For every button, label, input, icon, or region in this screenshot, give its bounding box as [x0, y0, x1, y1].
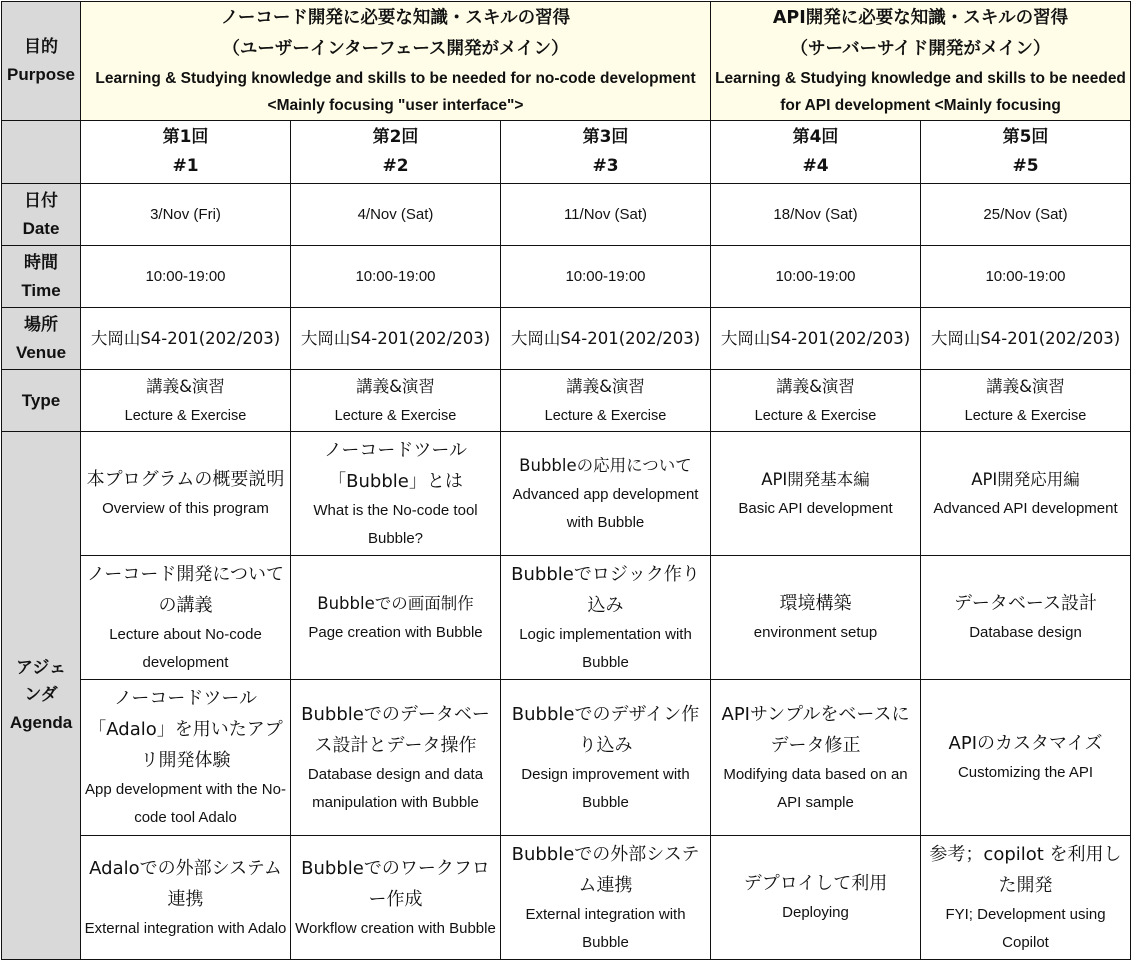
agenda-cell: APIのカスタマイズ Customizing the API [921, 680, 1131, 836]
session-2-time: 10:00-19:00 [291, 246, 501, 308]
type-header [2, 370, 81, 432]
session-3-date: 11/Nov (Sat) [501, 184, 711, 246]
agenda-row [2, 556, 1131, 680]
agenda-cell: Bubbleでの画面制作 Page creation with Bubble [291, 556, 501, 680]
date-label-ja: 日付 [24, 190, 58, 211]
purpose-api-ja-2: （サーバーサイド開発がメイン） [790, 39, 1051, 59]
session-3-venue: 大岡山S4-201(202/203) [501, 308, 711, 370]
agenda-cell: 環境構築 environment setup [711, 556, 921, 680]
purpose-api-ja-1: API開発に必要な知識・スキルの習得 [772, 8, 1069, 28]
session-4-time: 10:00-19:00 [711, 246, 921, 308]
session-4-number: 第4回 #4 [711, 121, 921, 184]
purpose-no-code-ja-2: （ユーザーインターフェース開発がメイン） [222, 39, 569, 59]
agenda-cell: ノーコードツール「Bubble」とは What is the No-code tool Bubble? [291, 432, 501, 556]
date-label-en: Date [22, 218, 60, 238]
session-number-row [2, 121, 1131, 184]
purpose-row [2, 2, 1131, 121]
agenda-cell: ノーコード開発についての講義 Lecture about No-code development [81, 556, 291, 680]
type-label-en: Type [21, 391, 61, 410]
session-3-number: 第3回 #3 [501, 121, 711, 184]
agenda-row [2, 432, 1131, 556]
agenda-cell: Bubbleでロジック作り込み Logic implementation with Bubble [501, 556, 711, 680]
agenda-label-en: Agenda [9, 713, 73, 732]
session-3-type: 講義&演習 Lecture & Exercise [501, 370, 711, 432]
agenda-cell: API開発応用編 Advanced API development [921, 432, 1131, 556]
agenda-cell: Bubbleでのワークフロー作成 Workflow creation with Bubble [291, 836, 501, 960]
agenda-cell: Bubbleでのデータベース設計とデータ操作 Database design and data manipulation with Bubble [291, 680, 501, 836]
purpose-no-code-en: Learning & Studying knowledge and skills to be needed for no-code development <Mainly focusing "user interface"> [95, 70, 696, 114]
purpose-label-ja: 目的 [24, 37, 58, 57]
agenda-cell: APIサンプルをベースにデータ修正 Modifying data based on an API sample [711, 680, 921, 836]
type-row [2, 370, 1131, 432]
session-2-date: 4/Nov (Sat) [291, 184, 501, 246]
session-number-header [2, 121, 81, 184]
purpose-api [711, 2, 1131, 121]
purpose-label-en: Purpose [6, 65, 76, 84]
session-5-venue: 大岡山S4-201(202/203) [921, 308, 1131, 370]
venue-label-en: Venue [15, 342, 67, 362]
session-5-time: 10:00-19:00 [921, 246, 1131, 308]
agenda-row [2, 836, 1131, 960]
agenda-cell: 本プログラムの概要説明 Overview of this program [81, 432, 291, 556]
session-5-number: 第5回 #5 [921, 121, 1131, 184]
time-header [2, 246, 81, 308]
purpose-no-code-ja-1: ノーコード開発に必要な知識・スキルの習得 [220, 8, 571, 28]
session-1-type: 講義&演習 Lecture & Exercise [81, 370, 291, 432]
agenda-cell: デプロイして利用 Deploying [711, 836, 921, 960]
agenda-cell: 参考；copilot を利用した開発 FYI; Development using Copilot [921, 836, 1131, 960]
agenda-header [2, 432, 81, 960]
agenda-label-ja: アジェンダ [16, 658, 66, 705]
session-4-date: 18/Nov (Sat) [711, 184, 921, 246]
session-4-venue: 大岡山S4-201(202/203) [711, 308, 921, 370]
session-5-date: 25/Nov (Sat) [921, 184, 1131, 246]
session-4-type: 講義&演習 Lecture & Exercise [711, 370, 921, 432]
session-2-venue: 大岡山S4-201(202/203) [291, 308, 501, 370]
session-1-date: 3/Nov (Fri) [81, 184, 291, 246]
agenda-row [2, 680, 1131, 836]
session-3-time: 10:00-19:00 [501, 246, 711, 308]
agenda-cell: Bubbleでのデザイン作り込み Design improvement with Bubble [501, 680, 711, 836]
venue-row [2, 308, 1131, 370]
venue-header [2, 308, 81, 370]
agenda-cell: Adaloでの外部システム連携 External integration with Adalo [81, 836, 291, 960]
session-1-venue: 大岡山S4-201(202/203) [81, 308, 291, 370]
schedule-table [1, 1, 1131, 960]
session-2-type: 講義&演習 Lecture & Exercise [291, 370, 501, 432]
time-label-en: Time [21, 280, 61, 300]
date-header [2, 184, 81, 246]
session-2-number: 第2回 #2 [291, 121, 501, 184]
date-row [2, 184, 1131, 246]
venue-label-ja: 場所 [24, 314, 58, 335]
session-1-time: 10:00-19:00 [81, 246, 291, 308]
agenda-cell: ノーコードツール「Adalo」を用いたアプリ開発体験 App development with the No-code tool Adalo [81, 680, 291, 836]
purpose-no-code [81, 2, 711, 121]
agenda-cell: Bubbleの応用について Advanced app development with Bubble [501, 432, 711, 556]
session-1-number: 第1回 #1 [81, 121, 291, 184]
time-row [2, 246, 1131, 308]
agenda-cell: Bubbleでの外部システム連携 External integration with Bubble [501, 836, 711, 960]
time-label-ja: 時間 [24, 252, 58, 273]
agenda-cell: API開発基本編 Basic API development [711, 432, 921, 556]
agenda-cell: データベース設計 Database design [921, 556, 1131, 680]
purpose-api-en: Learning & Studying knowledge and skills to be needed for API development <Mainly focusing [715, 70, 1126, 114]
purpose-header [2, 2, 81, 121]
session-5-type: 講義&演習 Lecture & Exercise [921, 370, 1131, 432]
